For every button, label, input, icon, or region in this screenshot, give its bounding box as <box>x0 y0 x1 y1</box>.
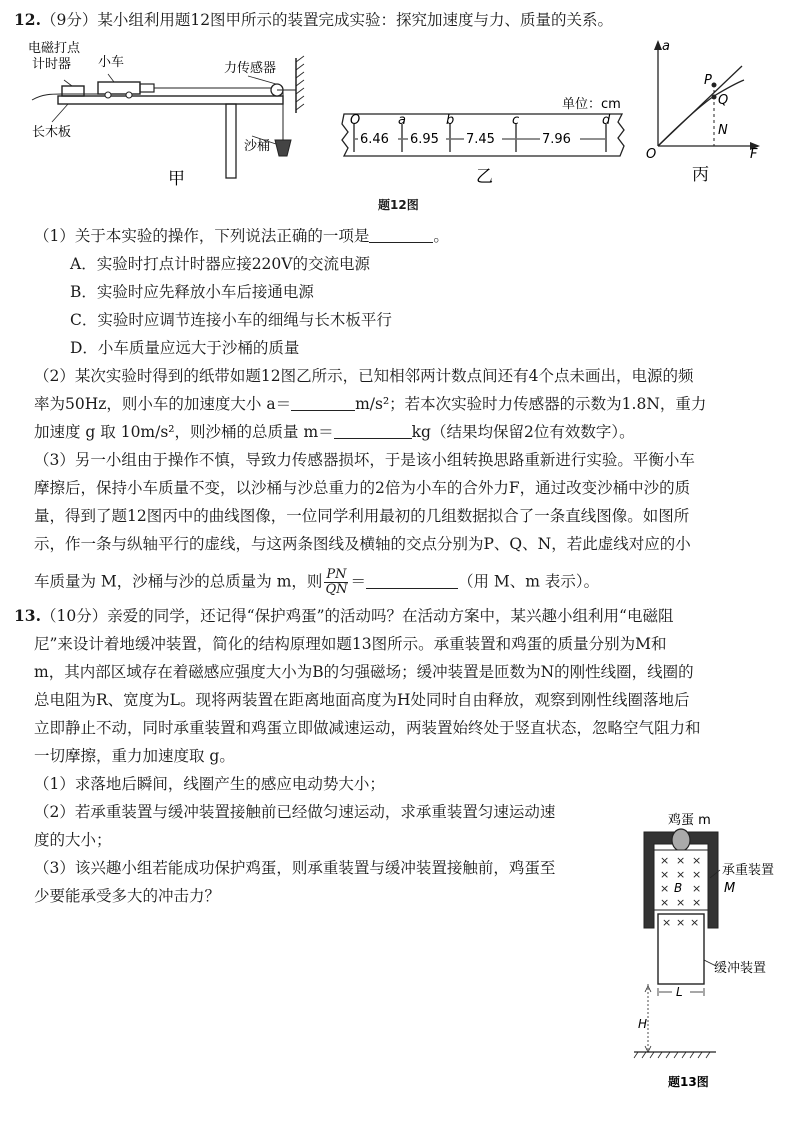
answer-blank-acceleration[interactable] <box>291 394 355 411</box>
label-sensor: 力传感器 <box>224 61 277 76</box>
q13-sub1: （1）求落地后瞬间，线圈产生的感应电动势大小； <box>34 775 385 793</box>
sand-bucket <box>275 140 291 156</box>
q12-number: 12. <box>14 10 41 29</box>
svg-text:×: × <box>660 868 670 881</box>
q12-part1-text: （1）关于本实验的操作，下列说法正确的一项是 <box>34 227 370 245</box>
label-H: H <box>638 1017 648 1031</box>
q12-part2-line2b: m/s²；若本次实验时力传感器的示数为1.8N，重力 <box>355 395 707 413</box>
answer-blank-ratio[interactable] <box>366 572 458 589</box>
q13-sub3-line1: （3）该兴趣小组若能成功保护鸡蛋，则承重装置与缓冲装置接触前，鸡蛋至 <box>34 859 556 877</box>
q12-part3-line5a: 车质量为 M，沙桶与沙的总质量为 m，则 <box>34 572 323 591</box>
answer-blank-1[interactable] <box>369 226 433 243</box>
equals-sign: ＝ <box>350 572 366 591</box>
option-A: A．实验时打点计时器应接220V的交流电源 <box>70 255 370 273</box>
ground-hatch <box>634 1052 710 1058</box>
q12-intro <box>14 10 613 30</box>
figure-12-jia <box>28 38 338 188</box>
point-P <box>712 83 717 88</box>
q13-line1-text: （10分）亲爱的同学，还记得“保护鸡蛋”的活动吗？在活动方案中，某兴趣小组利用“电磁阻 <box>40 607 674 625</box>
label-timer-2: 计时器 <box>32 57 72 72</box>
q12-part3-line5 <box>34 568 599 597</box>
segment-cd: 7.96 <box>542 132 571 147</box>
cart <box>98 82 140 94</box>
svg-text:×: × <box>662 916 672 929</box>
label-B: B <box>674 881 683 895</box>
q12-part2-line3 <box>34 422 635 442</box>
q13-sub2-line1: （2）若承重装置与缓冲装置接触前已经做匀速运动，求承重装置匀速运动速 <box>34 803 556 821</box>
svg-text:×: × <box>692 896 702 909</box>
label-cart: 小车 <box>98 55 125 70</box>
q12-part3-line2: 摩擦后，保持小车质量不变，以沙桶与沙总重力的2倍为小车的合外力F，通过改变沙桶中沙的质 <box>34 479 691 497</box>
figure-12-bing <box>640 34 780 188</box>
figure-12-yi <box>340 94 630 188</box>
q13-number: 13. <box>14 606 41 625</box>
point-Q <box>712 95 717 100</box>
label-L: L <box>676 985 683 999</box>
label-P: P <box>704 73 712 88</box>
point-a: a <box>398 113 406 128</box>
label-jia: 甲 <box>168 169 185 188</box>
q13-line5: 立即静止不动，同时承重装置和鸡蛋立即做减速运动，两装置始终处于竖直状态，忽略空气阻力和 <box>34 719 701 737</box>
svg-text:×: × <box>660 896 670 909</box>
figure-13-caption: 题13图 <box>668 1075 709 1089</box>
q12-part2-line3b: kg（结果均保留2位有效数字）。 <box>411 423 635 441</box>
q12-part2-line1: （2）某次实验时得到的纸带如题12图乙所示，已知相邻两计数点间还有4个点未画出，电源的频 <box>34 367 694 385</box>
svg-text:×: × <box>660 882 670 895</box>
curve <box>658 80 744 146</box>
svg-text:×: × <box>660 854 670 867</box>
answer-blank-mass[interactable] <box>334 422 412 439</box>
q12-part1 <box>34 226 449 246</box>
point-d: d <box>602 113 611 128</box>
svg-text:×: × <box>676 916 686 929</box>
label-board: 长木板 <box>32 125 72 140</box>
q12-part2-line3a: 加速度 g 取 10m/s²，则沙桶的总质量 m＝ <box>34 423 334 441</box>
label-yi: 乙 <box>476 167 493 187</box>
label-bing: 丙 <box>692 165 709 185</box>
cart-wheel <box>126 92 132 98</box>
q12-part3-line3: 量，得到了题12图丙中的曲线图像，一位同学利用最初的几组数据拟合了一条直线图像。如图所 <box>34 507 690 525</box>
svg-text:×: × <box>692 868 702 881</box>
label-M: M <box>724 881 736 896</box>
q13-line1 <box>14 606 673 626</box>
q12-part3-line5b: （用 M、m 表示）。 <box>458 572 600 591</box>
figure-13 <box>626 810 800 1120</box>
long-board <box>58 96 283 104</box>
wall-hatch <box>296 56 304 110</box>
point-b: b <box>446 113 455 128</box>
q12-part2-line2 <box>34 394 706 414</box>
svg-text:×: × <box>692 854 702 867</box>
axis-label-a: a <box>662 39 670 54</box>
label-egg: 鸡蛋 m <box>668 813 711 828</box>
segment-bc: 7.45 <box>466 132 495 147</box>
unit-label: 单位：cm <box>562 97 621 112</box>
egg <box>672 829 690 851</box>
table-leg <box>226 104 236 178</box>
option-B: B．实验时应先释放小车后接通电源 <box>70 283 314 301</box>
q12-part3-line1: （3）另一小组由于操作不慎，导致力传感器损坏，于是该小组转换思路重新进行实验。平衡小车 <box>34 451 695 469</box>
q12-part3-line4: 示，作一条与纵轴平行的虚线，与这两条图线及横轴的交点分别为P、Q、N，若此虚线对应的小 <box>34 535 691 553</box>
label-Q: Q <box>718 93 729 108</box>
axis-label-F: F <box>750 147 758 162</box>
label-N: N <box>718 123 728 138</box>
segment-ab: 6.95 <box>410 132 439 147</box>
option-C: C．实验时应调节连接小车的细绳与长木板平行 <box>70 311 392 329</box>
point-c: c <box>512 113 520 128</box>
q12-part2-line2a: 率为50Hz，则小车的加速度大小 a＝ <box>34 395 292 413</box>
fraction-denominator: QN <box>325 582 348 597</box>
label-carrier: 承重装置 <box>722 863 775 878</box>
q13-line2: 尼”来设计着地缓冲装置，简化的结构原理如题13图所示。承重装置和鸡蛋的质量分别为M和 <box>34 635 667 653</box>
label-timer-1: 电磁打点 <box>28 41 81 56</box>
fraction-PN-QN <box>324 568 348 597</box>
fraction-numerator: PN <box>326 567 347 582</box>
svg-text:×: × <box>692 882 702 895</box>
cart-wheel <box>105 92 111 98</box>
force-sensor <box>140 84 154 92</box>
option-D: D．小车质量应远大于沙桶的质量 <box>70 339 300 357</box>
svg-text:×: × <box>690 916 700 929</box>
q13-sub2-line2: 度的大小； <box>34 831 112 849</box>
q13-line3: m，其内部区域存在着磁感应强度大小为B的匀强磁场；缓冲装置是匝数为N的刚性线圈，线圈的 <box>34 663 694 681</box>
label-bucket: 沙桶 <box>244 139 271 154</box>
figure-12-caption: 题12图 <box>378 198 419 212</box>
q13-line4: 总电阻为R、宽度为L。现将两装置在距离地面高度为H处同时自由释放，观察到刚性线圈落地后 <box>34 691 690 709</box>
q13-sub3-line2: 少要能承受多大的冲击力？ <box>34 887 221 905</box>
q12-intro-text: （9分）某小组利用题12图甲所示的装置完成实验：探究加速度与力、质量的关系。 <box>40 11 614 29</box>
svg-text:×: × <box>676 854 686 867</box>
q13-line6: 一切摩擦，重力加速度取 g。 <box>34 747 235 765</box>
q12-part1-end: 。 <box>433 227 449 245</box>
label-buffer: 缓冲装置 <box>714 961 767 976</box>
origin-O: O <box>646 147 657 162</box>
point-O: O <box>350 113 361 128</box>
svg-text:×: × <box>676 868 686 881</box>
segment-Oa: 6.46 <box>360 132 389 147</box>
svg-text:×: × <box>676 896 686 909</box>
